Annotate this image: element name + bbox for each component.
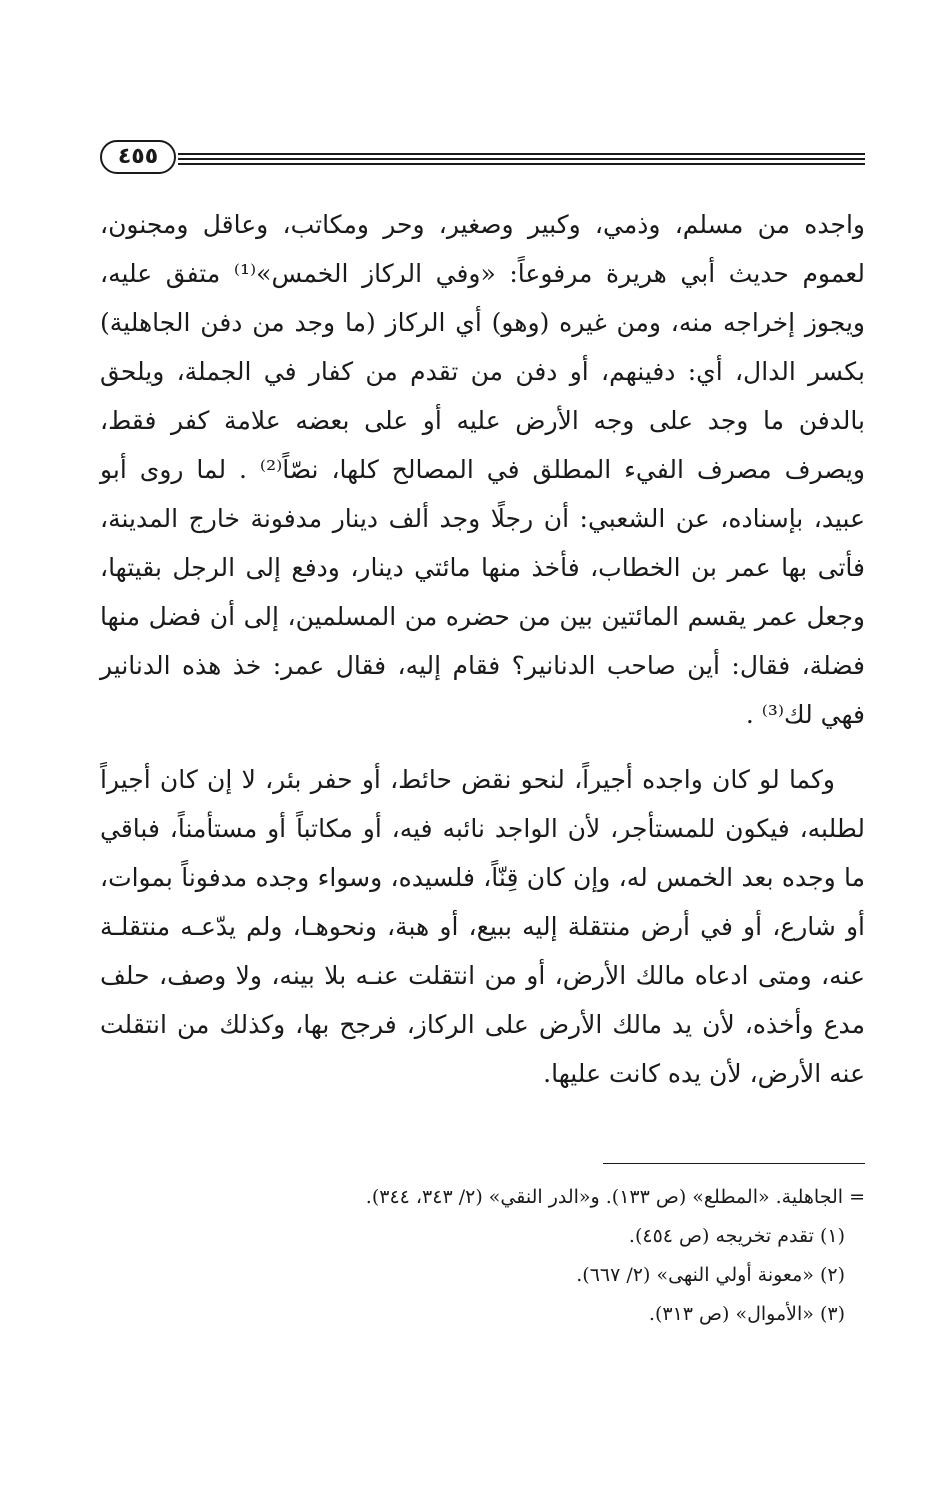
footnotes — [100, 1163, 865, 1334]
footnote-2: (٢) «معونة أولي النهى» (٢/ ٦٦٧). — [576, 1264, 845, 1286]
footnote-separator — [603, 1163, 865, 1164]
page-number: ٤٥٥ — [100, 140, 176, 174]
footnote-1: (١) تقدم تخريجه (ص ٤٥٤). — [628, 1225, 845, 1247]
footnote-continuation: = الجاهلية. «المطلع» (ص ١٣٣). و«الدر النقي» (٢/ ٣٤٣، ٣٤٤). — [365, 1186, 865, 1208]
header-rule — [178, 158, 865, 160]
paragraph-1: واجده من مسلم، وذمي، وكبير وصغير، وحر ومكاتب، وعاقل ومجنون، لعموم حديث أبي هريرة مرفوعاً: «وفي الركاز الخمس»⁽¹⁾ متفق عليه، ويجوز إخراجه منه، ومن غيره (وهو) أي الركاز (ما وجد من دفن الجاهلية) بكسر الدال، أي: دفينهم، أو دفن من تقدم من كفار في الجملة، ويلحق بالدفن ما وجد على وجه الأرض عليه أو على بعضه علامة كفر فقط، ويصرف مصرف الفيء المطلق في المصالح كلها، نصّاً⁽²⁾ . لما روى أبو عبيد، بإسناده، عن الشعبي: أن رجلًا وجد ألف دينار مدفونة خارج المدينة، فأتى بها عمر بن الخطاب، فأخذ منها مائتي دينار، ودفع إلى الرجل بقيتها، وجعل عمر يقسم المائتين بين من حضره من المسلمين، إلى أن فضل منها فضلة، فقال: أين صاحب الدنانير؟ فقام إليه، فقال عمر: خذ هذه الدنانير فهي لك⁽³⁾ . — [100, 210, 865, 729]
paragraph-2: وكما لو كان واجده أجيراً، لنحو نقض حائط، أو حفر بئر، لا إن كان أجيراً لطلبه، فيكون للمستأجر، لأن الواجد نائبه فيه، أو مكاتباً أو مستأمناً، فباقي ما وجده بعد الخمس له، وإن كان قِنّاً، فلسيده، وسواء وجده مدفوناً بموات، أو شارع، أو في أرض منتقلة إليه ببيع، أو هبة، ونحوهـا، ولم يدّعـه منتقلـة عنه، ومتى ادعاه مالك الأرض، أو من انتقلت عنـه بلا بينه، ولا وصف، حلف مدع وأخذه، لأن يد مالك الأرض على الركاز، فرجح بها، وكذلك من انتقلت عنه الأرض، لأن يده كانت عليها. — [100, 765, 865, 1088]
page-header — [100, 140, 865, 180]
footnote-3: (٣) «الأموال» (ص ٣١٣). — [648, 1303, 845, 1325]
header-rule — [178, 163, 865, 165]
header-rule — [178, 153, 865, 155]
body-text — [100, 200, 865, 1098]
